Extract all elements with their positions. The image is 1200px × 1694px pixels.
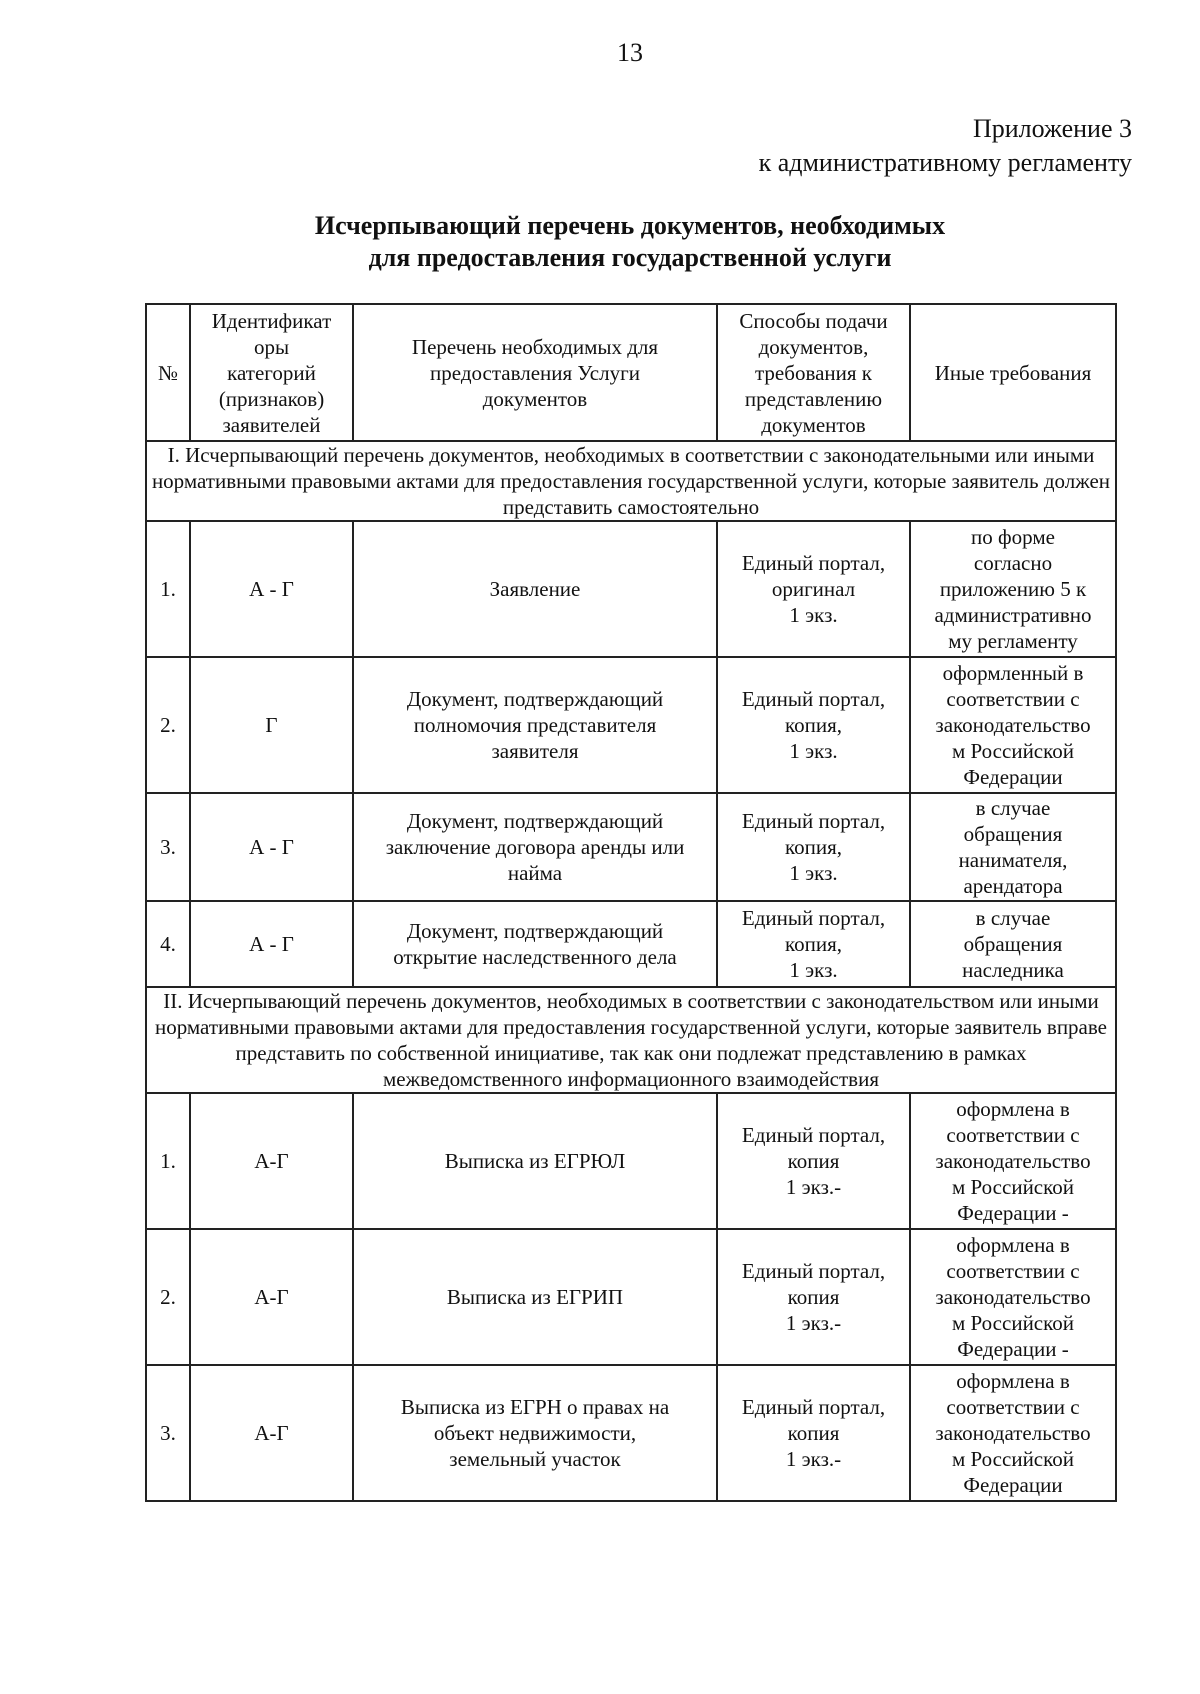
row-document: Документ, подтверждающий полномочия представителя заявителя — [353, 657, 717, 793]
row-method: Единый портал, копия 1 экз.- — [717, 1365, 910, 1501]
documents-table — [145, 303, 1117, 1502]
row-other: в случае обращения наследника — [910, 901, 1116, 987]
row-number: 1. — [146, 521, 190, 657]
table-row — [146, 1093, 1116, 1229]
table-row — [146, 1229, 1116, 1365]
row-method: Единый портал, копия 1 экз.- — [717, 1229, 910, 1365]
table-row — [146, 901, 1116, 987]
row-number: 2. — [146, 657, 190, 793]
row-document: Документ, подтверждающий заключение договора аренды или найма — [353, 793, 717, 901]
title-line-2: для предоставления государственной услуги — [368, 243, 892, 272]
row-other: оформлена в соответствии с законодательство м Российской Федерации - — [910, 1229, 1116, 1365]
row-method: Единый портал, копия, 1 экз. — [717, 657, 910, 793]
row-document: Выписка из ЕГРН о правах на объект недвижимости, земельный участок — [353, 1365, 717, 1501]
section-heading-row — [146, 987, 1116, 1093]
table-row — [146, 521, 1116, 657]
row-document: Выписка из ЕГРЮЛ — [353, 1093, 717, 1229]
row-method: Единый портал, оригинал 1 экз. — [717, 521, 910, 657]
row-other: оформлена в соответствии с законодательство м Российской Федерации - — [910, 1093, 1116, 1229]
row-category: А - Г — [190, 793, 353, 901]
row-category: А-Г — [190, 1229, 353, 1365]
header-number: № — [146, 304, 190, 441]
table-row — [146, 793, 1116, 901]
section-2-heading: II. Исчерпывающий перечень документов, необходимых в соответствии с законодательством или иными нормативными правовыми актами для предоставления государственной услуги, которые заявитель вправе представить по собственной инициативе, так как они подлежат представлению в рамках межведомственного информационного взаимодействия — [146, 987, 1116, 1093]
row-category: А - Г — [190, 521, 353, 657]
row-category: Г — [190, 657, 353, 793]
row-document: Документ, подтверждающий открытие наследственного дела — [353, 901, 717, 987]
section-1-heading: I. Исчерпывающий перечень документов, необходимых в соответствии с законодательными или иными нормативными правовыми актами для предоставления государственной услуги, которые заявитель должен представить самостоятельно — [146, 441, 1116, 521]
row-method: Единый портал, копия 1 экз.- — [717, 1093, 910, 1229]
page-number: 13 — [617, 38, 643, 67]
row-method: Единый портал, копия, 1 экз. — [717, 901, 910, 987]
row-number: 3. — [146, 1365, 190, 1501]
table-header-row — [146, 304, 1116, 441]
row-number: 2. — [146, 1229, 190, 1365]
row-other: по форме согласно приложению 5 к административно му регламенту — [910, 521, 1116, 657]
header-documents-list: Перечень необходимых для предоставления Услуги документов — [353, 304, 717, 441]
appendix-line-1: Приложение 3 — [972, 114, 1132, 143]
section-heading-row — [146, 441, 1116, 521]
document-title — [0, 210, 1200, 274]
row-other: в случае обращения нанимателя, арендатора — [910, 793, 1116, 901]
row-method: Единый портал, копия, 1 экз. — [717, 793, 910, 901]
header-submission-methods: Способы подачи документов, требования к представлению документов — [717, 304, 910, 441]
header-other-requirements: Иные требования — [910, 304, 1116, 441]
row-number: 3. — [146, 793, 190, 901]
row-category: А - Г — [190, 901, 353, 987]
row-category: А-Г — [190, 1365, 353, 1501]
row-category: А-Г — [190, 1093, 353, 1229]
row-document: Заявление — [353, 521, 717, 657]
table-row — [146, 1365, 1116, 1501]
appendix-reference — [572, 112, 1132, 180]
row-other: оформлена в соответствии с законодательство м Российской Федерации — [910, 1365, 1116, 1501]
header-applicant-category: Идентификат оры категорий (признаков) заявителей — [190, 304, 353, 441]
title-line-1: Исчерпывающий перечень документов, необходимых — [314, 211, 946, 240]
row-number: 4. — [146, 901, 190, 987]
row-other: оформленный в соответствии с законодательство м Российской Федерации — [910, 657, 1116, 793]
table-row — [146, 657, 1116, 793]
appendix-line-2: к административному регламенту — [758, 148, 1132, 177]
row-number: 1. — [146, 1093, 190, 1229]
row-document: Выписка из ЕГРИП — [353, 1229, 717, 1365]
